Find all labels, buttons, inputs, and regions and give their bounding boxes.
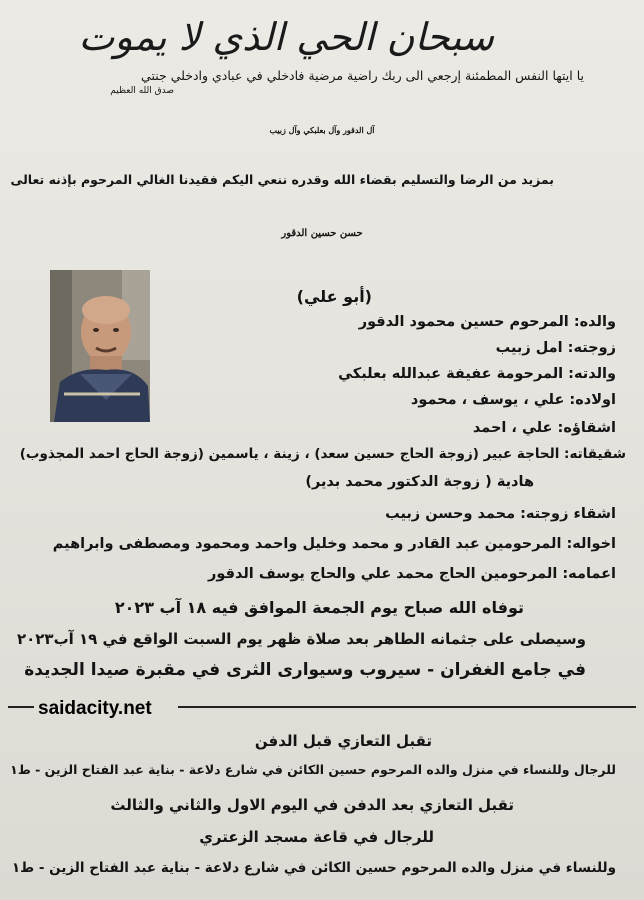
- calligraphy-header: سبحان الحي الذي لا يموت: [78, 15, 494, 59]
- relative-value: امل زبيب: [495, 340, 568, 356]
- deceased-photo: [50, 270, 150, 422]
- condolences-after-burial: تقبل التعازي بعد الدفن في اليوم الاول والثاني والثالث: [110, 796, 514, 814]
- condolences-title: تقبل التعازي قبل الدفن: [254, 732, 432, 750]
- relative-father: [359, 314, 616, 330]
- deceased-name: حسن حسين الدقور: [281, 228, 363, 239]
- relative-label: والده:: [573, 314, 616, 330]
- relative-wife: [496, 340, 616, 356]
- relative-value: علي ، يوسف ، محمود: [410, 392, 570, 408]
- relative-value: المرحوم حسين محمود الدقور: [358, 314, 574, 330]
- relative-value: المرحومين الحاج محمد علي والحاج يوسف الدقور: [208, 566, 563, 582]
- relative-label: اشقاؤه:: [557, 420, 616, 436]
- relative-label: والدته:: [568, 366, 616, 382]
- relative-label: اعمامه:: [562, 566, 616, 582]
- families-heading: آل الدقور وآل بعلبكي وآل زبيب: [269, 125, 375, 135]
- relative-label: اولاده:: [569, 392, 616, 408]
- site-watermark: saidacity.net: [38, 698, 152, 719]
- funeral-prayer: وسيصلى على جثمانه الطاهر بعد صلاة ظهر يوم السبت الواقع في ١٩ آب٢٠٢٣: [16, 630, 586, 648]
- relative-value: المرحومين عبد القادر و محمد وخليل واحمد ومحمود ومصطفى وابراهيم: [52, 536, 567, 552]
- divider: [178, 706, 636, 708]
- condolences-men: للرجال في قاعة مسجد الزعتري: [199, 828, 434, 846]
- relative-label: شقيقاته:: [564, 446, 626, 462]
- condolences-women: وللنساء في منزل والده المرحوم حسين الكائن في شارع دلاعة - بناية عبد الفتاح الزين - ط١: [11, 860, 616, 876]
- relative-value: المرحومة عفيفة عبدالله بعلبكي: [338, 366, 569, 382]
- divider: [8, 706, 34, 708]
- relative-maternal-uncles: [53, 536, 616, 552]
- relative-label: اشقاء زوجته:: [520, 506, 616, 522]
- announcement-text: بمزيد من الرضا والتسليم بقضاء الله وقدره ننعي اليكم فقيدنا الغالي المرحوم بإذنه تعالى: [10, 172, 554, 187]
- death-notice: توفاه الله صباح يوم الجمعة الموافق فيه ١٨ آب ٢٠٢٣: [114, 598, 524, 617]
- relative-value: علي ، احمد: [472, 420, 558, 436]
- relative-sisters-cont: [305, 474, 534, 490]
- quran-verse: يا ايتها النفس المطمئنة إرجعي الى ربك راضية مرضية فادخلي في عبادي وادخلي جنتي: [141, 68, 584, 83]
- relative-brothers: [473, 420, 616, 436]
- relative-label: زوجته:: [567, 340, 616, 356]
- relative-value: محمد وحسن زبيب: [385, 506, 521, 522]
- relative-value: هادية ( زوجة الدكتور محمد بدير): [305, 474, 534, 490]
- relative-children: [411, 392, 616, 408]
- relative-mother: [338, 366, 616, 382]
- relative-value: الحاجة عبير (زوجة الحاج حسين سعد) ، زينة ، ياسمين (زوجة الحاج احمد المجذوب): [19, 446, 565, 462]
- relative-label: اخواله:: [566, 536, 616, 552]
- relative-sisters: [20, 446, 626, 462]
- condolences-before-burial: للرجال وللنساء في منزل والده المرحوم حسين الكائن في شارع دلاعة - بناية عبد الفتاح الزين - ط١: [10, 762, 616, 777]
- relative-wife-brothers: [385, 506, 616, 522]
- deceased-nickname: (أبو علي): [296, 287, 372, 306]
- verse-attribution: صدق الله العظيم: [110, 86, 174, 96]
- funeral-place: في جامع الغفران - سيروب وسيوارى الثرى في مقبرة صيدا الجديدة: [24, 660, 586, 680]
- relative-paternal-uncles: [208, 566, 616, 582]
